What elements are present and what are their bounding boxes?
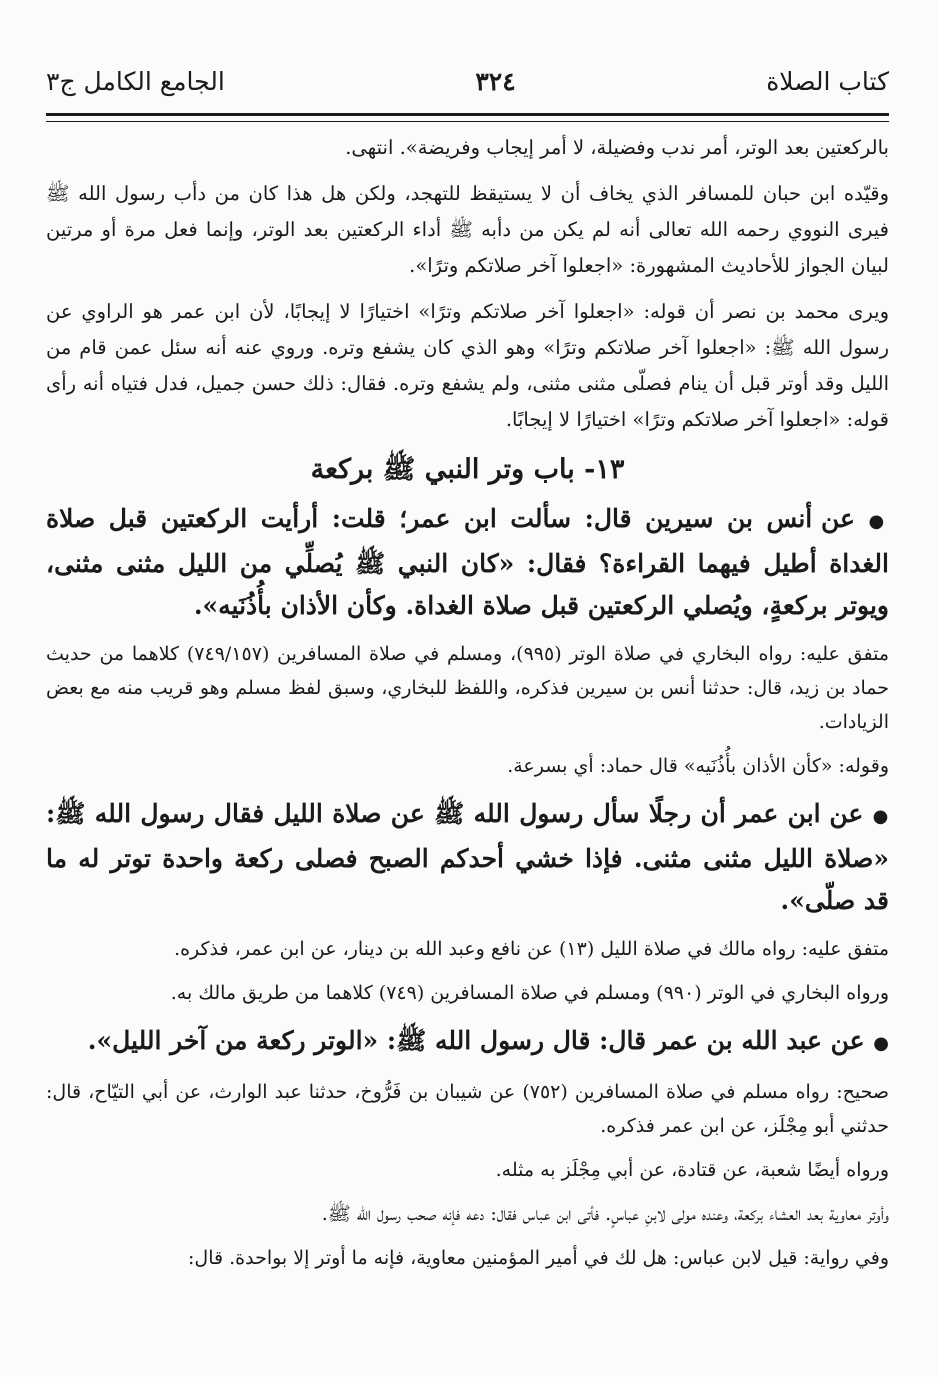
bullet-icon: ● <box>872 806 889 827</box>
page-number: ٣٢٤ <box>475 66 516 96</box>
takhrij-note: متفق عليه: رواه البخاري في صلاة الوتر (٩٩٥)، ومسلم في صلاة المسافرين (٧٤٩/١٥٧) كلاهما من حديث حماد بن زيد، قال: حدثنا أنس بن سيرين فذكره، واللفظ للبخاري، وسبق لفظ مسلم وهو قريب منه مع بعض الزيادات. <box>46 643 889 733</box>
section-heading: ١٣- باب وتر النبي ﷺ بركعة <box>310 454 625 485</box>
hadith-body: عن عبد الله بن عمر قال: قال رسول الله ﷺ: «الوتر ركعة من آخر الليل». <box>87 1026 865 1055</box>
takhrij-note: متفق عليه: رواه مالك في صلاة الليل (١٣) عن نافع وعبد الله بن دينار، عن ابن عمر، فذكره. <box>174 938 889 960</box>
bullet-icon: ● <box>868 511 889 532</box>
hadith-text <box>46 793 889 922</box>
paragraph: ويرى محمد بن نصر أن قوله: «اجعلوا آخر صلاتكم وترًا» اختيارًا لا إيجابًا، لأن ابن عمر هو الراوي عن رسول الله ﷺ: «اجعلوا آخر صلاتكم وترًا» وهو الذي كان يشفع وتره. وروي عنه أنه سئل عمن قام من الليل وقد أوتر قبل أن ينام فصلّى مثنى مثنى، ولم يشفع وتره. فقال: ذلك حسن جميل، فدل فتياه أنه رأى قوله: «اجعلوا آخر صلاتكم وترًا» اختيارًا لا إيجابًا. <box>46 300 889 431</box>
running-header <box>46 58 889 104</box>
book-section-title: كتاب الصلاة <box>766 66 889 96</box>
book-volume-title: الجامع الكامل ج٣ <box>46 66 225 96</box>
header-rule-thin <box>46 121 889 122</box>
paragraph: وقيّده ابن حبان للمسافر الذي يخاف أن لا يستيقظ للتهجد، ولكن هل هذا كان من دأب رسول الله ﷺ فيرى النووي رحمه الله تعالى أنه لم يكن من دأبه ﷺ أداء الركعتين بعد الوتر، وإنما فعل مرة أو مرتين لبيان الجواز للأحاديث المشهورة: «اجعلوا آخر صلاتكم وترًا». <box>46 182 889 277</box>
takhrij-note: وقوله: «كأن الأذان بأُذُنَيه» قال حماد: أي بسرعة. <box>507 755 889 777</box>
takhrij-note: ورواه البخاري في الوتر (٩٩٠) ومسلم في صلاة المسافرين (٧٤٩) كلاهما من طريق مالك به. <box>170 982 889 1004</box>
takhrij-note: ورواه أيضًا شعبة، عن قتادة، عن أبي مِجْلَز به مثله. <box>495 1159 889 1181</box>
hadith-body: عن أنس بن سيرين قال: سألت ابن عمر؛ قلت: أرأيت الركعتين قبل صلاة الغداة أطيل فيهما القراءة؟ فقال: «كان النبي ﷺ يُصلِّي من الليل مثنى مثنى، ويوتر بركعةٍ، ويُصلي الركعتين قبل صلاة الغداة. وكأن الأذان بأُذُنَيه». <box>46 504 889 620</box>
takhrij-note: وأوتر معاوية بعد العشاء بركعة، وعنده مولى لابنِ عباسٍ. فأتى ابن عباس فقال: دعه فإنه صحب رسول الله ﷺ. <box>321 1203 889 1225</box>
takhrij-note: وفي رواية: قيل لابن عباس: هل لك في أمير المؤمنين معاوية، فإنه ما أوتر إلا بواحدة. قال: <box>188 1247 889 1269</box>
hadith-text <box>46 1020 889 1065</box>
page-body <box>46 130 889 1285</box>
takhrij-note: صحيح: رواه مسلم في صلاة المسافرين (٧٥٢) عن شيبان بن فَرُّوخ، حدثنا عبد الوارث، عن أبي التيّاح، قال: حدثني أبو مِجْلَز، عن ابن عمر فذكره. <box>46 1081 889 1137</box>
bullet-icon: ● <box>873 1033 889 1054</box>
hadith-body: عن ابن عمر أن رجلًا سأل رسول الله ﷺ عن صلاة الليل فقال رسول الله ﷺ: «صلاة الليل مثنى مثنى. فإذا خشي أحدكم الصبح فصلى ركعة واحدة توتر له ما قد صلّى». <box>46 799 889 915</box>
paragraph: بالركعتين بعد الوتر، أمر ندب وفضيلة، لا أمر إيجاب وفريضة». انتهى. <box>345 136 889 159</box>
header-rule-thick <box>46 113 889 116</box>
hadith-text <box>46 498 889 627</box>
